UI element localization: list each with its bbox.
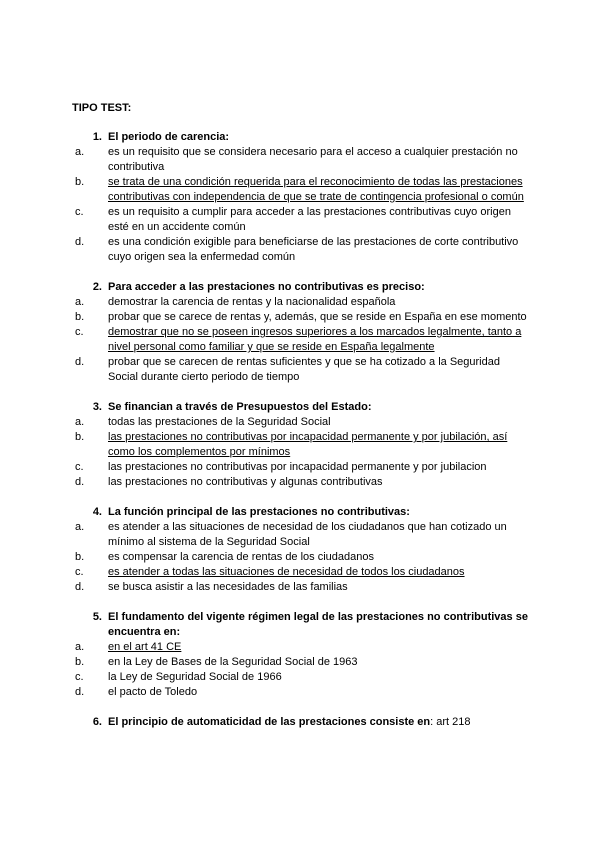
option-letter: d. [75,476,85,488]
option-text: es compensar la carencia de rentas de los ciudadanos [108,551,374,563]
answer-option-b [72,655,532,670]
question-note: : art 218 [430,716,471,728]
question-text-main: El periodo de carencia: [108,131,230,143]
question-number: 4. [92,506,102,518]
option-letter: d. [75,581,85,593]
question-1 [72,130,532,265]
answer-option-d [72,475,532,490]
option-text: es un requisito a cumplir para acceder a las prestaciones contributivas cuyo origen esté en un accidente común [108,206,511,233]
question-number: 1. [92,131,102,143]
question-heading [72,400,532,415]
question-2 [72,280,532,385]
question-heading [72,280,532,295]
document-title: TIPO TEST: [72,102,132,114]
answer-option-b [72,310,532,325]
option-text-correct: es atender a todas las situaciones de necesidad de todos los ciudadanos [108,566,465,578]
option-text: es atender a las situaciones de necesidad de los ciudadanos que han cotizado un mínimo al sistema de la Seguridad Social [108,521,507,548]
option-letter: b. [75,431,85,443]
question-text [108,715,532,730]
question-text [108,610,532,640]
question-text [108,280,532,295]
option-text: en la Ley de Bases de la Seguridad Social de 1963 [108,656,358,668]
option-letter: d. [75,236,85,248]
option-letter: a. [75,416,85,428]
question-text [108,130,532,145]
answer-option-d [72,580,532,595]
answer-option-d [72,685,532,700]
question-text-main: Para acceder a las prestaciones no contributivas es preciso: [108,281,425,293]
question-3 [72,400,532,490]
option-text-correct: demostrar que no se poseen ingresos superiores a los marcados legalmente, tanto a nivel personal como familiar y que se reside en España legalmente [108,326,522,353]
answer-option-d [72,235,532,265]
answer-option-a [72,520,532,550]
option-letter: a. [75,296,85,308]
option-letter: c. [75,461,84,473]
question-text [108,505,532,520]
answer-option-c [72,670,532,685]
question-text [108,400,532,415]
question-text-main: La función principal de las prestaciones no contributivas: [108,506,410,518]
option-text: el pacto de Toledo [108,686,198,698]
answer-option-c [72,565,532,580]
answer-option-a [72,415,532,430]
answer-option-a [72,145,532,175]
option-text: es una condición exigible para beneficiarse de las prestaciones de corte contributivo cuyo origen sea la enfermedad común [108,236,519,263]
question-heading [72,505,532,520]
question-6 [72,715,532,730]
option-text: se busca asistir a las necesidades de las familias [108,581,348,593]
answer-option-c [72,205,532,235]
question-number: 3. [92,401,102,413]
option-text-correct: en el art 41 CE [108,641,182,653]
question-5 [72,610,532,700]
option-text: la Ley de Seguridad Social de 1966 [108,671,282,683]
option-text: demostrar la carencia de rentas y la nacionalidad española [108,296,396,308]
question-text-main: El fundamento del vigente régimen legal de las prestaciones no contributivas se encuentra en: [108,611,528,638]
answer-option-b [72,175,532,205]
option-letter: a. [75,521,85,533]
answer-option-d [72,355,532,385]
option-letter: c. [75,326,84,338]
option-letter: b. [75,551,85,563]
option-text-correct: las prestaciones no contributivas por incapacidad permanente y por jubilación, así como los complementos por mínimos [108,431,508,458]
question-text-main: Se financian a través de Presupuestos del Estado: [108,401,372,413]
option-letter: a. [75,146,85,158]
option-text: probar que se carece de rentas y, además, que se reside en España en ese momento [108,311,527,323]
answer-option-b [72,430,532,460]
option-text: es un requisito que se considera necesario para el acceso a cualquier prestación no contributiva [108,146,518,173]
answer-option-c [72,325,532,355]
question-heading [72,610,532,640]
option-text-correct: se trata de una condición requerida para el reconocimiento de todas las prestaciones contributivas con independencia de que se trate de contingencia profesional o común [108,176,524,203]
question-number: 2. [92,281,102,293]
option-letter: b. [75,311,85,323]
option-letter: b. [75,656,85,668]
option-text: las prestaciones no contributivas y algunas contributivas [108,476,383,488]
answer-option-a [72,295,532,310]
option-letter: a. [75,641,85,653]
option-letter: c. [75,206,84,218]
option-letter: c. [75,566,84,578]
question-number: 5. [92,611,102,623]
answer-option-b [72,550,532,565]
question-text-main: El principio de automaticidad de las prestaciones consiste en [108,716,431,728]
answer-option-c [72,460,532,475]
question-number: 6. [92,716,102,728]
option-letter: c. [75,671,84,683]
option-letter: b. [75,176,85,188]
question-4 [72,505,532,595]
option-text: probar que se carecen de rentas suficientes y que se ha cotizado a la Seguridad Social durante cierto periodo de tiempo [108,356,500,383]
option-letter: d. [75,356,85,368]
option-text: las prestaciones no contributivas por incapacidad permanente y por jubilacion [108,461,487,473]
option-text: todas las prestaciones de la Seguridad Social [108,416,331,428]
option-letter: d. [75,686,85,698]
question-list [72,130,532,745]
question-heading [72,130,532,145]
question-heading [72,715,532,730]
answer-option-a [72,640,532,655]
